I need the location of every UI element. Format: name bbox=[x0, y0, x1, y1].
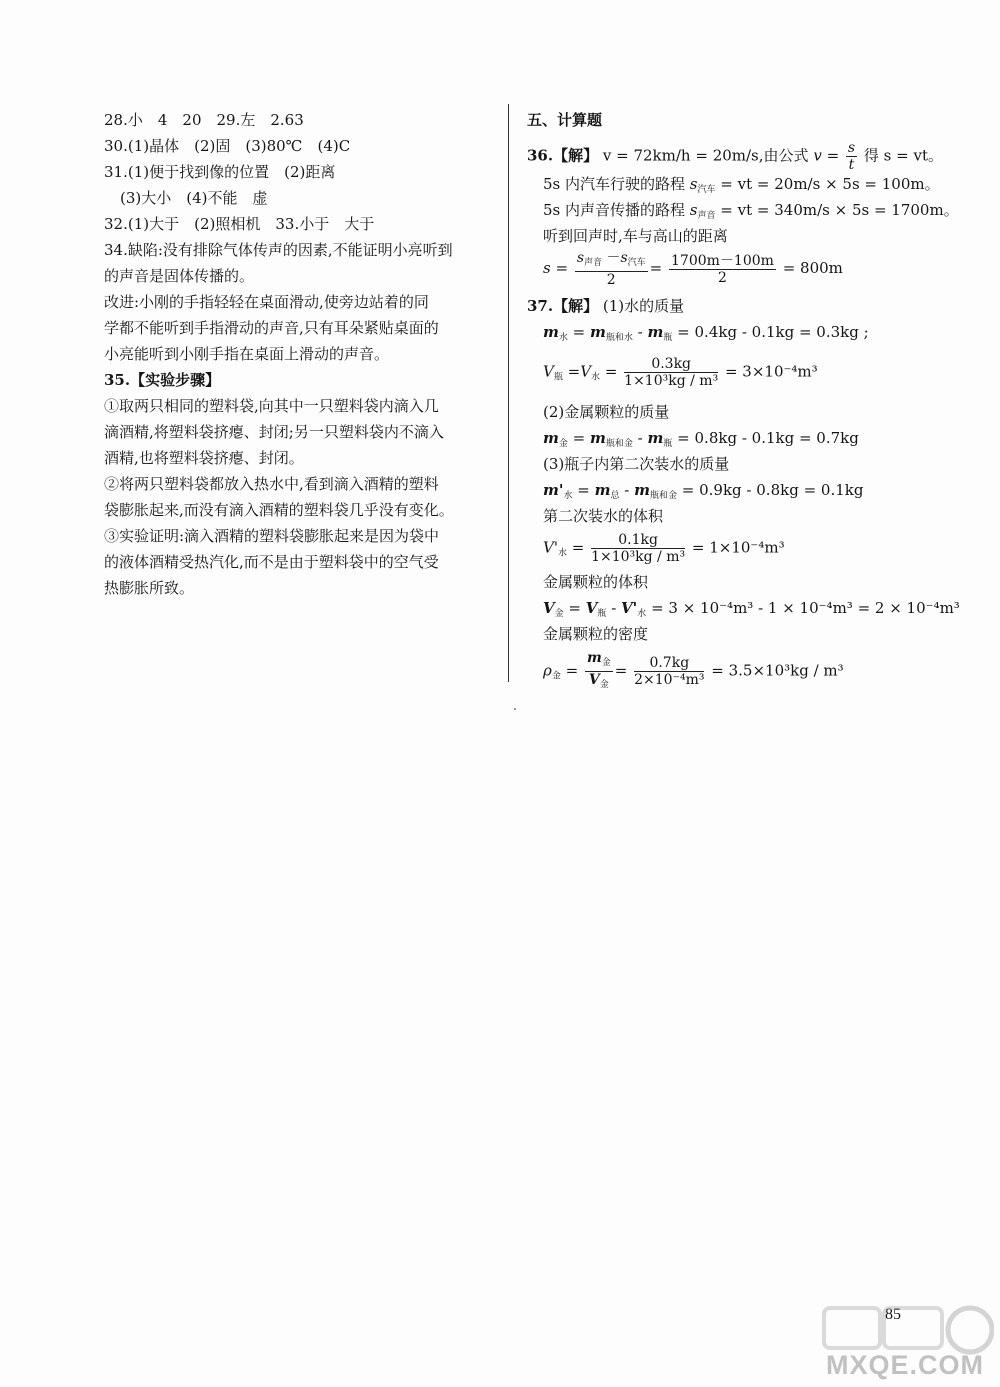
q36-distance-equation: s = $\frac{s_{声音} -s_{汽车}}{2}$ = $\frac{1700m-100m}{2}$ = 800m bbox=[543, 250, 843, 288]
answer-34-line1: 34.缺陷:没有排除气体传声的因素,不能证明小亮听到 bbox=[104, 241, 453, 259]
answer-30: 30.(1)晶体 (2)固 (3)80℃ (4)C bbox=[104, 137, 351, 155]
answer-35-line3: 酒精,也将塑料袋挤瘪、封闭。 bbox=[104, 449, 304, 467]
answer-35-line2: 滴酒精,将塑料袋挤瘪、封闭;另一只塑料袋内不滴入 bbox=[104, 423, 444, 441]
q37-label: 37.【解】 bbox=[527, 297, 599, 315]
answer-28-29: 28.小 4 20 29.左 2.63 bbox=[104, 111, 304, 129]
q36-de: 得 bbox=[863, 146, 879, 165]
q36-label: 36.【解】 bbox=[527, 146, 599, 165]
q37-second-water-volume: $V'_水$ = $\frac{0.1kg}{\text{1×10³kg / m³}}$ = 1×10⁻⁴m³ bbox=[543, 532, 785, 565]
q37-line3: (3)瓶子内第二次装水的质量 bbox=[543, 455, 730, 473]
answer-34-line5: 小亮能听到小刚手指在桌面上滑动的声音。 bbox=[104, 345, 390, 363]
q36-line2: 5s 内汽车行驶的路程 $s_{汽车}$ = vt = 20m/s × 5s = 100m。 bbox=[543, 175, 940, 195]
q37-line1: 37.【解】 (1)水的质量 bbox=[527, 297, 685, 315]
answer-35-line1: ①取两只相同的塑料袋,向其中一只塑料袋内滴入几 bbox=[104, 397, 439, 415]
q36-speed: v = 72km/h = 20m/s,由公式 bbox=[602, 146, 809, 165]
q36-line4: 听到回声时,车与高山的距离 bbox=[543, 227, 728, 245]
answer-31-line1: 31.(1)便于找到像的位置 (2)距离 bbox=[104, 163, 336, 181]
q37-metal-volume: $V_金 = V_瓶 - V'_水 = 3 \times 10^{-4}m^3 - 1 \times 10^{-4}m^3 = 2 \times 10^{-4}m^3$ bbox=[543, 599, 960, 619]
q37-second-water-mass: $m'_水 = m_总 - m_{瓶和金} = 0.9kg - 0.8kg = 0.1kg$ bbox=[543, 481, 864, 501]
answer-31-line2: (3)大小 (4)不能 虚 bbox=[120, 189, 268, 207]
column-divider bbox=[508, 104, 509, 682]
scan-speck bbox=[514, 708, 516, 710]
answer-34-line2: 的声音是固体传播的。 bbox=[104, 267, 255, 285]
q36-line1: 36.【解】 v = 72km/h = 20m/s,由公式 v = $\frac{s}{t}$ 得 s = vt。 bbox=[527, 140, 943, 173]
q37-water-mass: $m_水 = m_{瓶和水} - m_瓶 = 0.4kg - 0.1kg = 0.3kg$ ; bbox=[543, 323, 869, 343]
answer-35-line7: 的液体酒精受热汽化,而不是由于塑料袋中的空气受 bbox=[104, 553, 439, 571]
answer-34-line4: 学都不能听到手指滑动的声音,只有耳朵紧贴桌面的 bbox=[104, 319, 439, 337]
q36-formula: s = vt。 bbox=[883, 146, 943, 165]
q37-metal-mass: $m_金 = m_{瓶和金} - m_瓶 = 0.8kg - 0.1kg = 0.7kg$ bbox=[543, 429, 859, 449]
q37-metal-density: $\rho_金$ = $\frac{m_金}{V_金}$ = $\frac{0.7kg}{\text{2×10⁻⁴m³}}$ = 3.5×10³kg / m³ bbox=[543, 650, 844, 690]
q37-water-volume: $V_瓶 =V_水$ = $\frac{0.3kg}{\text{1×10³kg / m³}}$ = 3×10⁻⁴m³ bbox=[543, 356, 818, 389]
answer-32-33: 32.(1)大于 (2)照相机 33.小于 大于 bbox=[104, 215, 375, 233]
answer-35-line5: 袋膨胀起来,而没有滴入酒精的塑料袋几乎没有变化。 bbox=[104, 501, 454, 519]
page-number: 85 bbox=[885, 1306, 901, 1323]
section-heading: 五、计算题 bbox=[527, 111, 603, 129]
answer-34-line3: 改进:小刚的手指轻轻在桌面滑动,使旁边站着的同 bbox=[104, 293, 429, 311]
q37-line6: 金属颗粒的密度 bbox=[543, 625, 649, 643]
answer-35-line8: 热膨胀所致。 bbox=[104, 579, 195, 597]
answer-35-line6: ③实验证明:滴入酒精的塑料袋膨胀起来是因为袋中 bbox=[104, 527, 440, 545]
answer-35-heading: 35.【实验步骤】 bbox=[104, 371, 221, 389]
q37-line5: 金属颗粒的体积 bbox=[543, 573, 649, 591]
q36-formula-fraction: $\frac{s}{t}$ bbox=[847, 140, 856, 173]
watermark-site: MXQE.COM bbox=[826, 1350, 985, 1380]
answer-35-line4: ②将两只塑料袋都放入热水中,看到滴入酒精的塑料 bbox=[104, 475, 439, 493]
q36-line3: 5s 内声音传播的路程 $s_{声音}$ = vt = 340m/s × 5s = 1700m。 bbox=[543, 201, 959, 221]
q37-line2: (2)金属颗粒的质量 bbox=[543, 403, 670, 421]
q37-line4: 第二次装水的体积 bbox=[543, 507, 664, 525]
